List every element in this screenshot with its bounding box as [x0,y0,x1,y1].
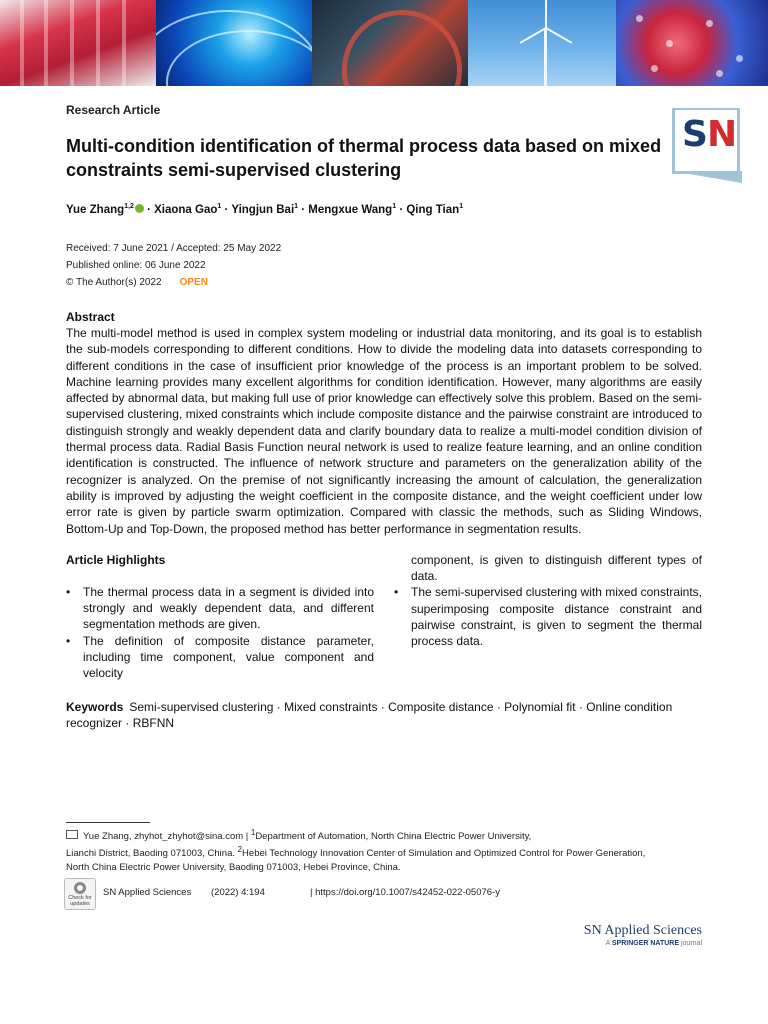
author-affiliation: 1,2 [124,203,134,210]
highlights-right-column [394,552,702,649]
highlights-left-column [66,584,374,681]
author-name[interactable]: Qing Tian [406,203,460,216]
affiliation-mark: 1 [250,828,256,837]
paper-title: Multi-condition identification of thermal process data based on mixed constraints semi-supervised clustering [66,136,662,180]
author-affiliation: 1 [294,203,299,210]
author-affiliation: 1 [459,203,464,210]
affiliation-mark: 2 [237,845,243,855]
bullet-icon: • [394,585,399,600]
highlight-continuation [394,552,702,584]
highlight-text: component, is given to distinguish different types of data. [411,553,702,584]
orcid-icon[interactable] [135,204,144,213]
author-affiliation: 1 [392,203,397,210]
banner-image-lab [0,0,156,86]
bullet-icon: • [66,585,71,599]
publication-dates [66,240,281,291]
banner-image-wind-turbine [468,0,616,86]
highlight-text: The definition of composite distance parameter, including time component, value component and velocity [83,633,374,681]
publisher-name: SPRINGER NATURE [611,940,680,947]
brand-publisher-line: A SPRINGER NATURE journal [605,940,702,947]
abstract-text: The multi-model method is used in complex system modeling or industrial data monitoring, and its goal is to establish the sub-models corresponding to different conditions. How to divide the modeling data into datasets corresponding to different conditions in the case of insufficient prior knowledge of the process is an important problem to be solved. Machine learning provides many excellent algorithms for condition identification. However, many algorithms are easily affected by abnormal data, but making full use of prior knowledge can effectively solve this problem. Based on the semi-supervised clustering, mixed constraints which include composite distance and the pairwise constraint are introduced to distinguish strongly and weakly dependent data and clarify boundary data to realize a multi-model condition division of thermal process data. Radial Basis Function neural network is used to realize feature learning, and an online condition identification is constructed. The influence of network structure and parameters on the generalization ability of the recognizer is analyzed. On the premise of not significantly increasing the amount of calculation, the generalization ability is improved by adjusting the weight coefficient in the composite distance, and the weight coefficient under low error rate is given by particle swarm optimization. Compared with classic the methods, such as Sliding Windows, Bottom-Up and Top-Down, the proposed method has better performance in segmentation results. [66,326,702,536]
keywords [66,699,702,732]
doi-link[interactable]: | https://doi.org/10.1007/s42452-022-05076-y [310,887,500,898]
keywords-text: Semi-supervised clustering · Mixed constraints · Composite distance · Polynomial fit · Online condition recognizer · RBFNN [66,700,673,731]
keywords-label: Keywords [66,700,124,714]
logo-letter-s: S [682,114,707,155]
brand-footer [584,923,702,947]
article-type: Research Article [66,103,161,117]
highlight-item [394,584,702,649]
journal-name: SN Applied Sciences [103,887,192,898]
affiliation-text: Hebei Technology Innovation Center of Simulation and Optimized Control for Power Generation, [242,848,646,860]
check-updates-label: Check for updates [68,895,92,907]
author-name[interactable]: Mengxue Wang [308,203,393,216]
header-banner [0,0,768,86]
highlight-text: The thermal process data in a segment is divided into strongly and weakly dependent data, and different segmentation methods are given. [83,585,374,632]
corresponding-author-footnote [66,826,706,874]
copyright: © The Author(s) 2022 [66,277,162,288]
author-affiliation: 1 [217,203,222,210]
abstract-heading: Abstract [66,310,115,324]
affiliation-text: North China Electric Power University, Baoding 071003, Hebei Province, China. [66,861,401,873]
author-name[interactable]: Xiaona Gao [154,203,218,216]
affiliation-text: Department of Automation, North China Electric Power University, [255,831,532,843]
affiliation-text: Lianchi District, Baoding 071003, China. [66,848,238,860]
banner-image-machinery [312,0,468,86]
logo-letter-n: N [706,114,737,155]
highlight-text: The semi-supervised clustering with mixed constraints, superimposing composite distance constraint and pairwise constraint, is given to segment the thermal process data. [411,585,702,649]
highlight-item [66,633,374,682]
footnote-divider [66,822,150,823]
brand-journal-name: SN Applied Sciences [583,923,702,938]
published-online: Published online: 06 June 2022 [66,260,206,271]
envelope-icon [66,830,78,839]
corresponding-email[interactable]: Yue Zhang, zhyhot_zhyhot@sina.com | [83,831,251,843]
journal-volume: (2022) 4:194 [211,887,265,898]
journal-logo [672,108,740,174]
highlight-item [66,584,374,633]
banner-image-molecules [616,0,768,86]
author-list: Yue Zhang$^{1,2}$ · Xiaona Gao$^1$ · Yingjun Bai$^1$ · Mengxue Wang$^1$ · Qing Tian$^1$ [66,203,464,216]
open-access-badge: OPEN [179,277,208,288]
bullet-icon: • [66,633,71,648]
check-for-updates-badge[interactable] [64,878,96,910]
highlights-heading: Article Highlights [66,553,166,567]
banner-image-light-waves [156,0,312,86]
check-updates-icon [74,882,86,894]
received-accepted: Received: 7 June 2021 / Accepted: 25 May 2022 [66,243,282,254]
author-name[interactable]: Yingjun Bai [231,203,295,216]
author-name[interactable]: Yue Zhang [66,203,125,216]
